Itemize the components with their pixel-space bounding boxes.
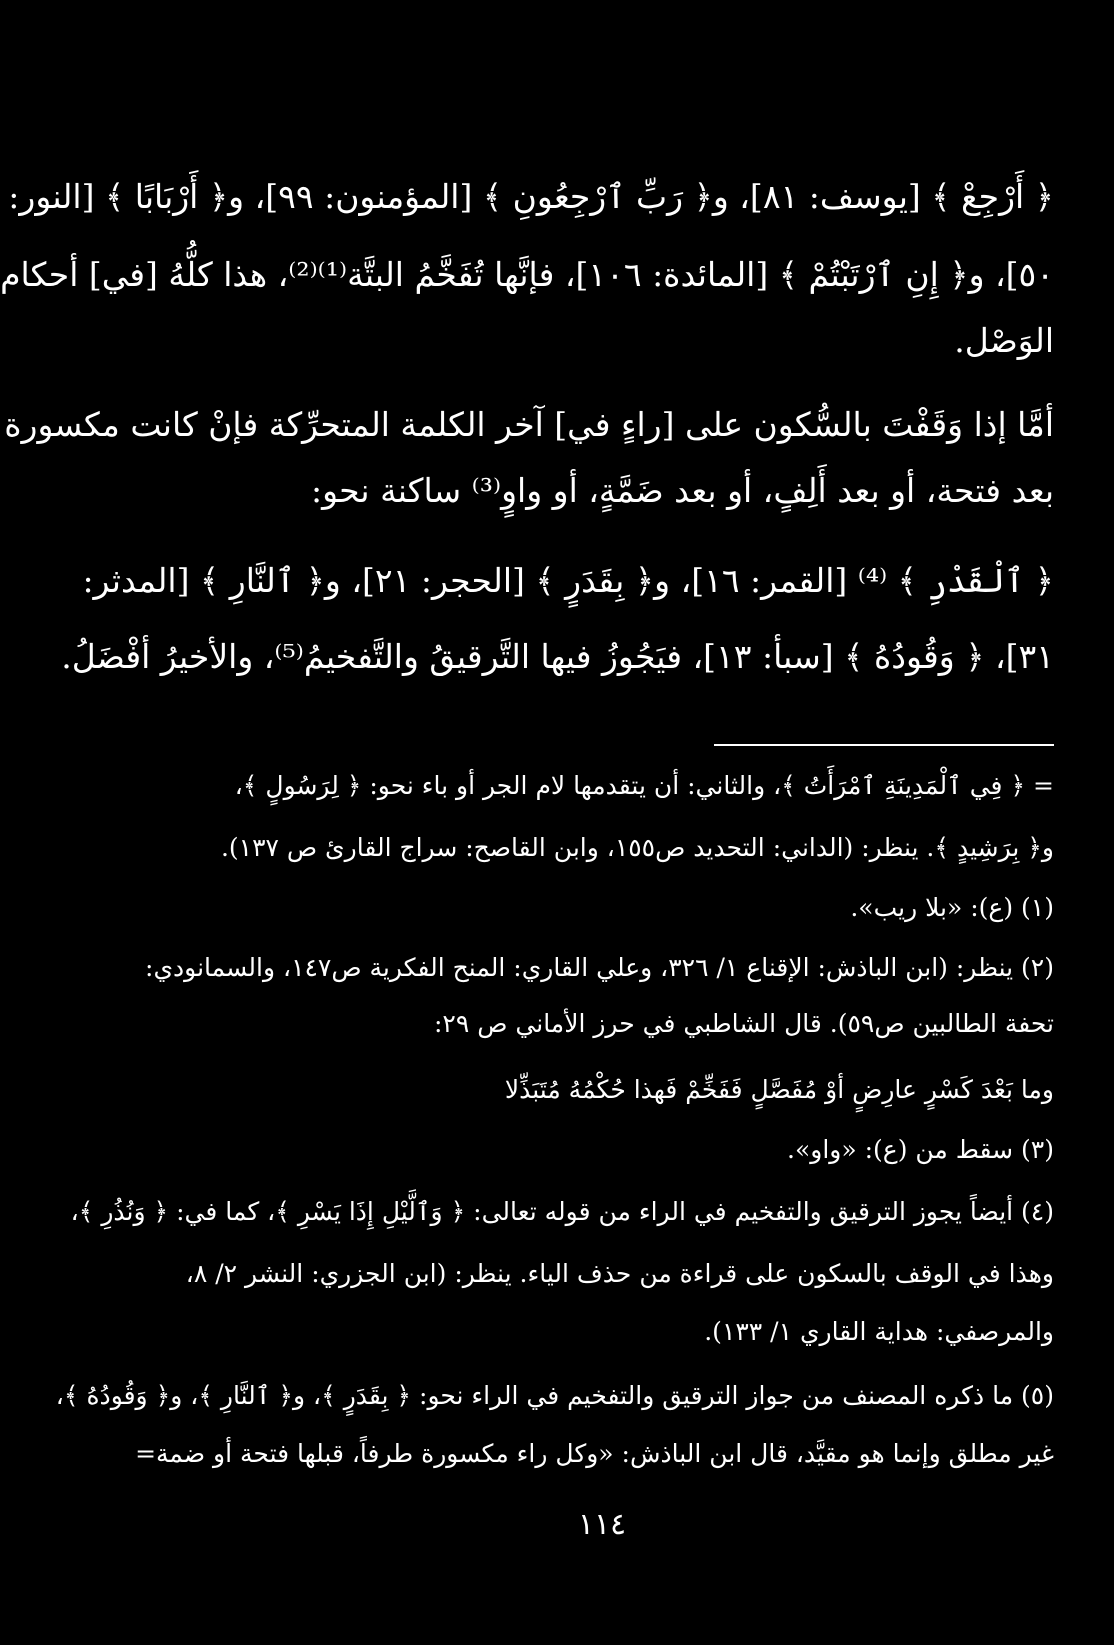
footnote-line-9: وهذا في الوقف بالسكون على قراءة من حذف الياء. ينظر: (ابن الجزري: النشر ٢/ ٨، <box>185 1259 1054 1288</box>
footnote-line-4: (٢) ينظر: (ابن الباذش: الإقناع ١/ ٣٢٦، وعلي القاري: المنح الفكرية ص١٤٧، والسمانودي: <box>145 953 1054 982</box>
body-line-6: ﴿ ٱلْقَدْرِ ﴾ ⁽⁴⁾ [القمر: ١٦]، و﴿ بِقَدَرٍ ﴾ [الحجر: ٢١]، و﴿ ٱلنَّارِ ﴾ [المدثر: <box>82 561 1054 600</box>
body-line-1: ﴿ أَرْجِعْ ﴾ [يوسف: ٨١]، و﴿ رَبِّ ٱرْجِعُونِ ﴾ [المؤمنون: ٩٩]، و﴿ أَرْبَابًا ﴾ [النور: <box>8 177 1054 216</box>
footnote-line-1: = ﴿ فِي ٱلْمَدِينَةِ ٱمْرَأَتُ ﴾، والثاني: أن يتقدمها لام الجر أو باء نحو: ﴿ لِرَسُولٍ ﴾، <box>234 771 1054 800</box>
footnote-line-3: (١) (ع): «بلا ريب». <box>850 893 1054 922</box>
footnote-separator <box>714 744 1054 746</box>
footnote-line-6: وما بَعْدَ كَسْرٍ عارِضٍ أوْ مُفَصَّلٍ فَفَخِّمْ فَهذا حُكْمُهُ مُتَبَذِّلا <box>504 1075 1054 1104</box>
page-number: ١١٤ <box>577 1507 627 1542</box>
body-line-4: أمَّا إذا وَقَفْتَ بالسُّكون على [راءٍ في] آخر الكلمة المتحرِّكة فإنْ كانت مكسورة <box>4 405 1054 444</box>
footnote-line-2: و﴿ بِرَشِيدٍ ﴾. ينظر: (الداني: التحديد ص١٥٥، وابن القاصح: سراج القارئ ص ١٣٧). <box>220 833 1054 862</box>
body-line-7: ٣١]، ﴿ وَقُودُهُ ﴾ [سبأ: ١٣]، فيَجُوزُ فيها التَّرقيقُ والتَّفخيمُ⁽⁵⁾، والأخيرُ أفْضَلُ. <box>61 637 1054 676</box>
footnote-line-8: (٤) أيضاً يجوز الترقيق والتفخيم في الراء من قوله تعالى: ﴿ وَٱلَّيْلِ إِذَا يَسْرِ ﴾، كما في: ﴿ وَنُذُرِ ﴾، <box>70 1197 1054 1226</box>
footnote-line-5: تحفة الطالبين ص٥٩). قال الشاطبي في حرز الأماني ص ٢٩: <box>433 1009 1054 1038</box>
footnote-line-7: (٣) سقط من (ع): «واو». <box>787 1135 1054 1164</box>
body-line-3: الوَصْل. <box>954 321 1054 360</box>
body-line-2: ٥٠]، و﴿ إِنِ ٱرْتَبْتُمْ ﴾ [المائدة: ١٠٦]، فإنَّها تُفَخَّمُ البتَّة⁽¹⁾⁽²⁾، هذا كلُّهُ [في] أحكام <box>0 255 1054 294</box>
footnote-line-12: غير مطلق وإنما هو مقيَّد، قال ابن الباذش: «وكل راء مكسورة طرفاً، قبلها فتحة أو ضمة= <box>135 1439 1054 1468</box>
footnote-line-10: والمرصفي: هداية القاري ١/ ١٣٣). <box>704 1317 1054 1346</box>
footnote-line-11: (٥) ما ذكره المصنف من جواز الترقيق والتفخيم في الراء نحو: ﴿ بِقَدَرٍ ﴾، و﴿ ٱلنَّارِ ﴾، و﴿ وَقُودُهُ ﴾، <box>55 1381 1054 1410</box>
body-line-5: بعد فتحة، أو بعد أَلِفٍ، أو بعد ضَمَّةٍ، أو واوٍ⁽³⁾ ساكنة نحو: <box>310 471 1054 510</box>
